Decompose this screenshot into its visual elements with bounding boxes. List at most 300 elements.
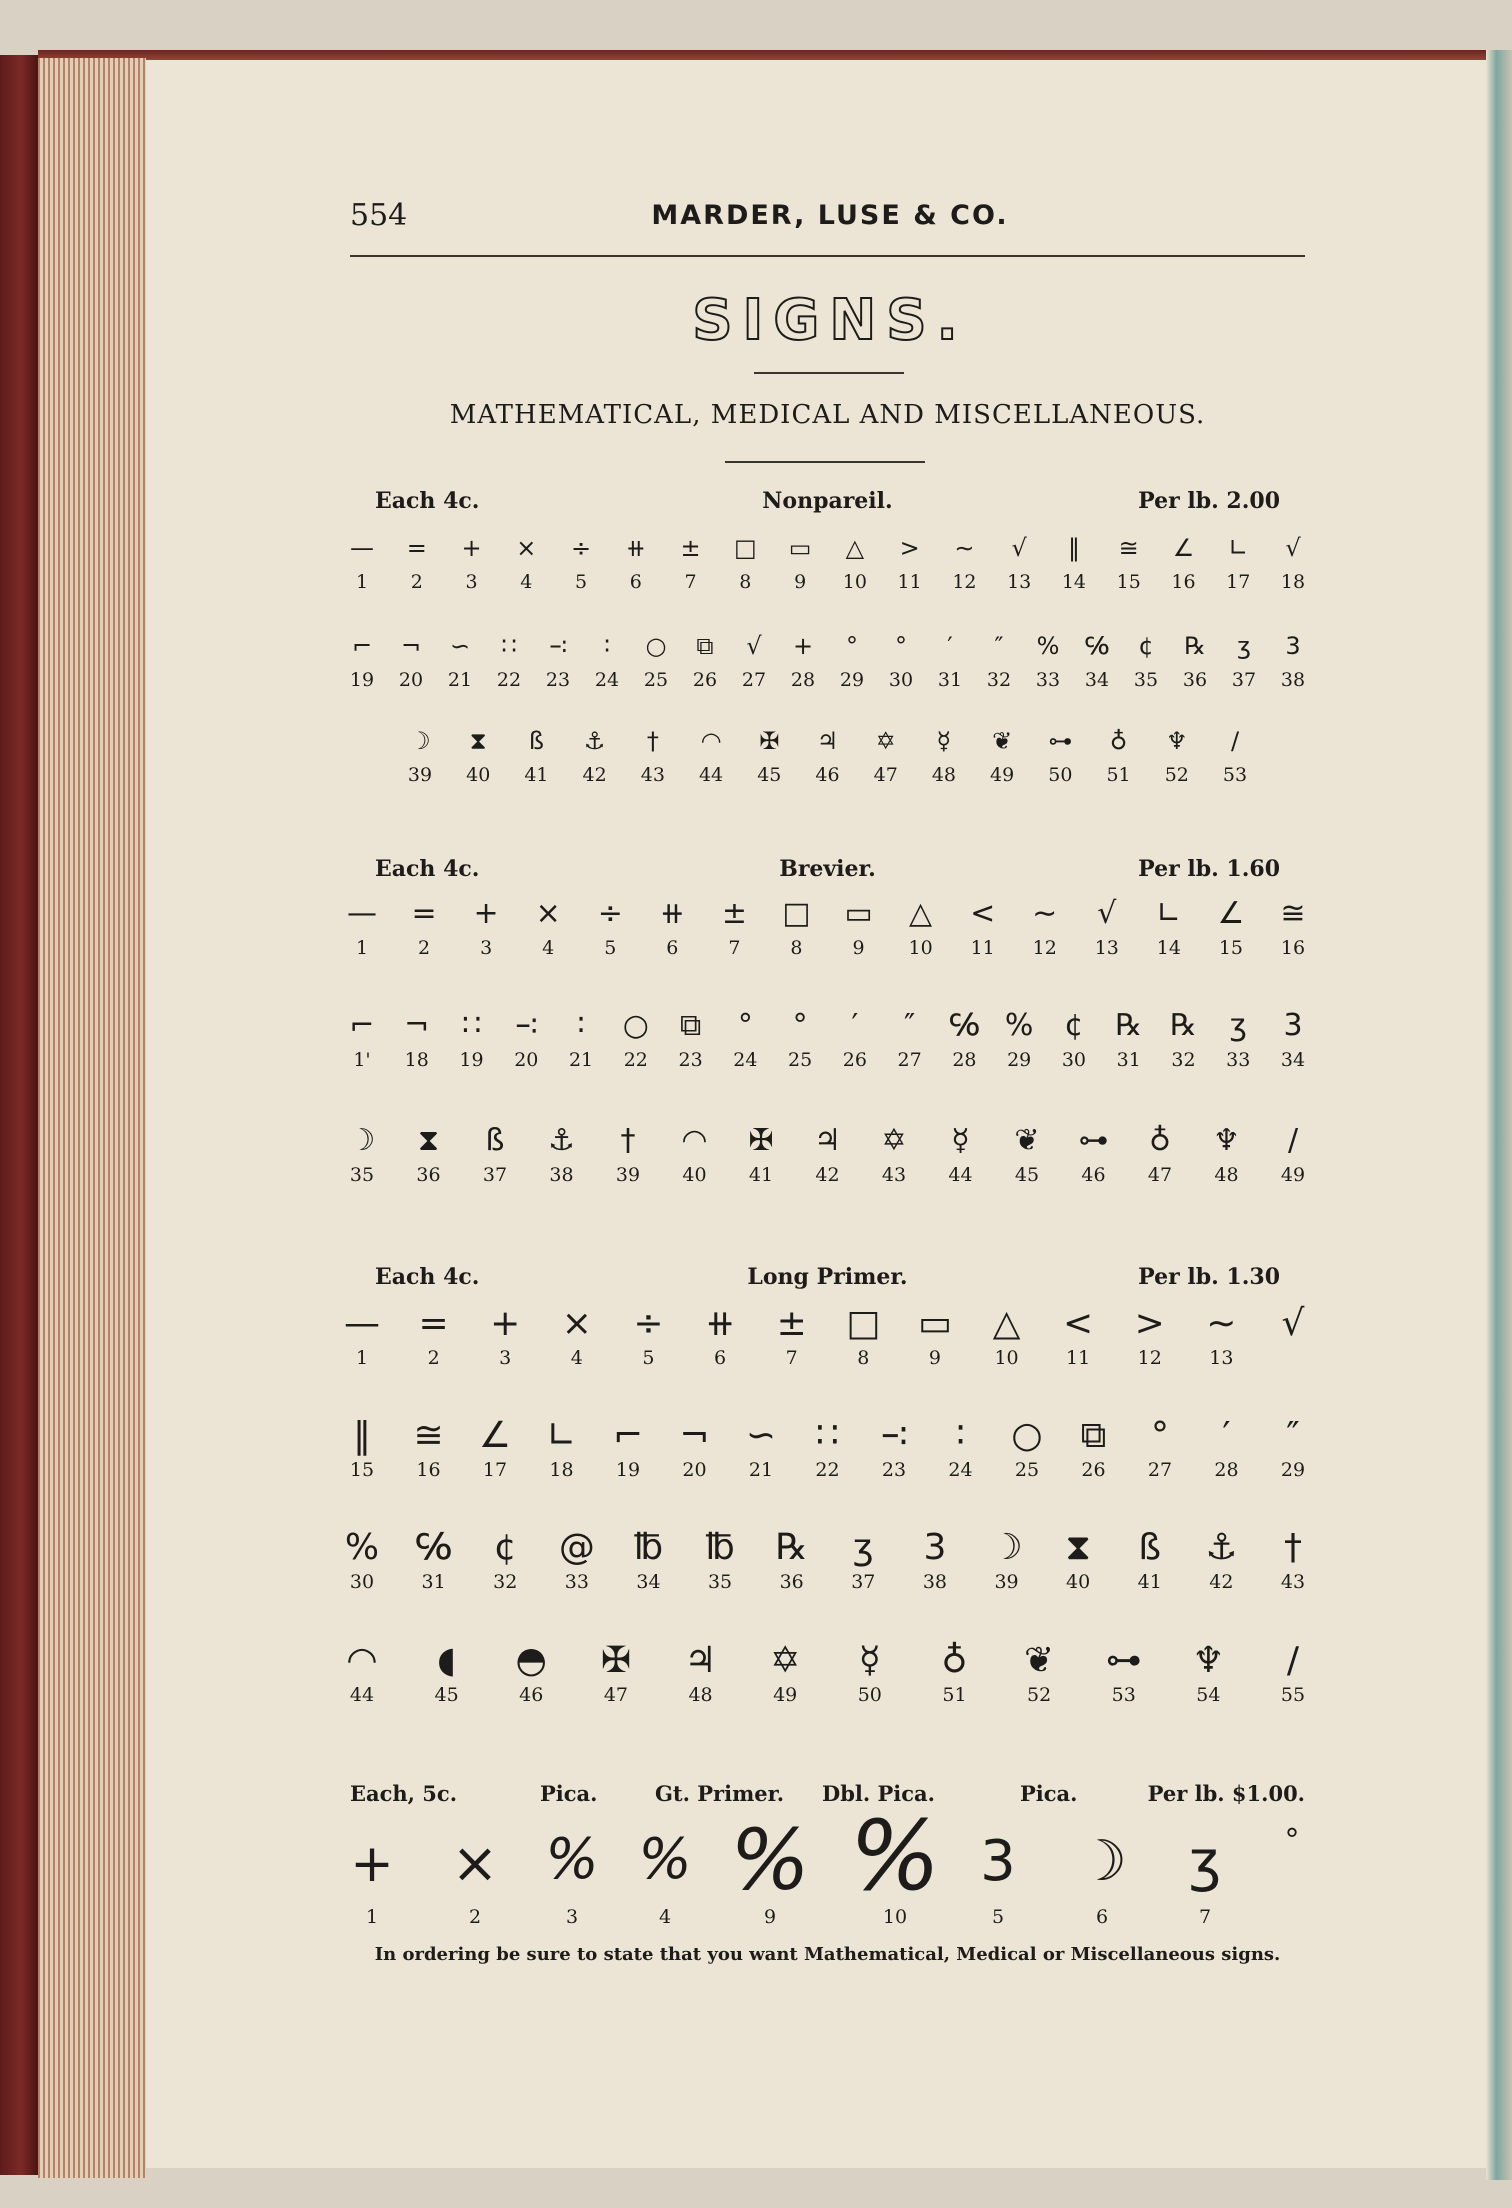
final-sign-number: 1 <box>365 1906 379 1928</box>
sign-number: 22 <box>496 669 522 691</box>
sign-cell <box>833 1527 893 1593</box>
sign-cell <box>715 1005 775 1071</box>
sign-number: 30 <box>888 669 914 691</box>
sign-glyph: ♃ <box>816 727 839 755</box>
sign-glyph: △ <box>992 1303 1021 1344</box>
sign-number: 27 <box>1147 1459 1173 1481</box>
sign-glyph: ∶ <box>955 1415 966 1456</box>
sign-number: 30 <box>349 1571 375 1593</box>
sign-glyph: ♃ <box>684 1640 717 1681</box>
sign-number: 41 <box>748 1164 774 1186</box>
final-sign-glyph: ☽ <box>1076 1829 1128 1894</box>
book-right-edge <box>1486 50 1512 2180</box>
sign-cell <box>1094 1640 1154 1706</box>
sign-cell <box>547 1527 607 1593</box>
sign-cell <box>731 1120 791 1186</box>
sign-glyph: ⊶ <box>1105 1640 1142 1681</box>
sign-cell <box>532 1120 592 1186</box>
sign-number: 3 <box>480 937 493 959</box>
sign-glyph: 3 <box>1285 632 1301 660</box>
final-head-each: Each, 5c. <box>350 1781 457 1806</box>
sign-number: 12 <box>1137 1347 1162 1369</box>
sign-cell <box>586 1640 646 1706</box>
sign-number: 11 <box>1066 1347 1091 1369</box>
sign-glyph: ″ <box>994 632 1004 660</box>
sign-glyph: ⊶ <box>1048 727 1073 755</box>
sign-number: 16 <box>1171 571 1196 593</box>
sign-glyph: × <box>535 896 561 931</box>
sign-cell <box>1030 720 1090 786</box>
sign-glyph: ≅ <box>1118 534 1139 562</box>
sign-cell <box>465 1120 525 1186</box>
sign-number: 22 <box>815 1459 840 1481</box>
sign-cell <box>518 893 578 959</box>
section-type-size: Long Primer. <box>747 1264 908 1290</box>
sign-cell <box>762 1303 822 1369</box>
sign-number: 1' <box>353 1049 371 1071</box>
sign-glyph: √ <box>1097 896 1117 931</box>
sign-glyph: ¬ <box>679 1415 710 1456</box>
sign-cell <box>690 1303 750 1369</box>
sign-number: 15 <box>349 1459 375 1481</box>
sign-number: 31 <box>421 1571 446 1593</box>
sign-number: 37 <box>1231 669 1257 691</box>
sign-cell <box>387 1005 447 1071</box>
sign-glyph: ∶ <box>577 1008 585 1043</box>
sign-cell <box>390 720 450 786</box>
sign-glyph: ¢ <box>1064 1008 1084 1043</box>
sign-number: 6 <box>629 571 642 593</box>
sign-cell <box>442 527 502 593</box>
sign-glyph: √ <box>1011 534 1027 562</box>
sign-glyph: ✠ <box>759 727 780 755</box>
sign-glyph: ° <box>1151 1415 1169 1456</box>
sign-glyph: ○ <box>645 632 667 660</box>
sign-cell <box>506 720 566 786</box>
final-section-header <box>350 1781 1305 1811</box>
sign-cell <box>1120 1527 1180 1593</box>
sign-cell <box>399 1120 459 1186</box>
sign-cell <box>840 1640 900 1706</box>
sign-number: 49 <box>1280 1164 1306 1186</box>
final-sign-glyph: % <box>545 1827 599 1892</box>
sign-cell <box>442 1005 502 1071</box>
sign-cell <box>1009 1640 1069 1706</box>
sign-glyph: ∹ <box>513 1008 539 1043</box>
sign-number: 50 <box>857 1684 882 1706</box>
sign-glyph: ⧗ <box>1065 1527 1091 1568</box>
sign-cell <box>798 1415 858 1481</box>
sign-cell <box>606 527 666 593</box>
sign-number: 38 <box>922 1571 948 1593</box>
sign-cell <box>1178 1640 1238 1706</box>
sign-glyph: ⧗ <box>417 1123 440 1158</box>
sign-number: 41 <box>1137 1571 1162 1593</box>
sign-number: 29 <box>1007 1049 1032 1071</box>
sign-cell <box>977 1527 1037 1593</box>
sign-number: 34 <box>636 1571 661 1593</box>
final-sign-number: 10 <box>882 1906 908 1928</box>
sign-glyph: ♁ <box>941 1640 968 1681</box>
sign-cell <box>1191 1303 1251 1369</box>
sign-glyph: × <box>516 534 537 562</box>
section-type-size: Nonpareil. <box>762 488 893 514</box>
sign-cell <box>1064 1120 1124 1186</box>
sign-cell <box>661 1005 721 1071</box>
sign-glyph: / <box>1230 727 1240 755</box>
final-head-dbl-pica: Dbl. Pica. <box>822 1781 935 1806</box>
sign-number: 6 <box>714 1347 727 1369</box>
sign-number: 7 <box>684 571 697 593</box>
sign-number: 44 <box>349 1684 375 1706</box>
sign-cell <box>825 527 885 593</box>
sign-glyph: ◠ <box>700 727 722 755</box>
sign-cell <box>1130 1120 1190 1186</box>
sign-number: 27 <box>897 1049 922 1071</box>
sign-number: 26 <box>842 1049 867 1071</box>
sign-number: 12 <box>1032 937 1057 959</box>
sign-glyph: ß <box>528 727 544 755</box>
sign-glyph: > <box>1134 1303 1165 1344</box>
final-sign-glyph: ʒ <box>1188 1829 1222 1894</box>
sign-cell <box>1048 1303 1108 1369</box>
sign-cell <box>532 1415 592 1481</box>
sign-glyph: ♁ <box>1149 1123 1171 1158</box>
sign-number: 14 <box>1156 937 1181 959</box>
sign-glyph: ° <box>792 1008 808 1043</box>
sign-glyph: ∷ <box>461 1008 482 1043</box>
sign-glyph: ✠ <box>600 1640 631 1681</box>
sign-cell <box>798 1120 858 1186</box>
sign-cell <box>623 720 683 786</box>
sign-cell <box>417 1640 477 1706</box>
sign-cell <box>1044 1005 1104 1071</box>
sign-glyph: ¢ <box>493 1527 517 1568</box>
sign-glyph: × <box>561 1303 592 1344</box>
sign-cell <box>931 1415 991 1481</box>
sign-cell <box>598 1120 658 1186</box>
sign-cell <box>404 1527 464 1593</box>
sign-glyph: ℅ <box>1084 632 1110 660</box>
sign-cell <box>905 1303 965 1369</box>
sign-number: 52 <box>1026 1684 1052 1706</box>
sign-number: 18 <box>1280 571 1306 593</box>
sign-glyph: ∼ <box>1206 1303 1237 1344</box>
book-spine <box>0 55 38 2175</box>
sign-cell <box>332 1005 392 1071</box>
sign-cell <box>1191 1527 1251 1593</box>
sign-glyph: + <box>792 632 814 660</box>
sign-glyph: 3 <box>1283 1008 1303 1043</box>
sign-number: 45 <box>757 764 782 786</box>
sign-cell <box>1197 1415 1257 1481</box>
sign-glyph: ℔ <box>705 1527 735 1568</box>
sign-cell <box>1205 720 1265 786</box>
sign-number: 2 <box>427 1347 440 1369</box>
sign-glyph: ◠ <box>681 1123 708 1158</box>
sign-number: 35 <box>707 1571 733 1593</box>
sign-glyph: √ <box>1285 534 1301 562</box>
sign-number: 27 <box>741 669 767 691</box>
sign-glyph: / <box>1287 1123 1299 1158</box>
sign-number: 54 <box>1196 1684 1221 1706</box>
sign-cell <box>880 1005 940 1071</box>
sign-glyph: ♆ <box>1192 1640 1225 1681</box>
running-head: MARDER, LUSE & CO. <box>651 200 1009 231</box>
sign-number: 1 <box>355 937 369 959</box>
sign-cell <box>332 1303 392 1369</box>
sign-number: 42 <box>1209 1571 1234 1593</box>
section-price-each: Each 4c. <box>375 488 480 514</box>
sign-number: 35 <box>1133 669 1159 691</box>
final-sign-number: 2 <box>468 1906 482 1928</box>
sign-cell <box>972 720 1032 786</box>
page-edges <box>38 58 146 2178</box>
sign-glyph: △ <box>909 896 933 931</box>
sign-glyph: ¢ <box>1138 632 1154 660</box>
sign-number: 53 <box>1111 1684 1136 1706</box>
sign-cell <box>1120 1303 1180 1369</box>
sign-glyph: ▭ <box>917 1303 952 1344</box>
sign-glyph: ❦ <box>1014 1123 1040 1158</box>
sign-cell <box>864 1120 924 1186</box>
sign-number: 51 <box>942 1684 967 1706</box>
sign-glyph: ß <box>485 1123 505 1158</box>
sign-number: 13 <box>1007 571 1032 593</box>
sign-number: 19 <box>459 1049 484 1071</box>
sign-number: 24 <box>733 1049 758 1071</box>
sign-glyph: † <box>646 727 659 755</box>
sign-glyph: ♆ <box>1213 1123 1240 1158</box>
sign-number: 35 <box>349 1164 375 1186</box>
sign-glyph: ‖ <box>353 1415 371 1456</box>
sign-glyph: ÷ <box>633 1303 664 1344</box>
sign-number: 30 <box>1061 1049 1087 1071</box>
sign-number: 26 <box>692 669 718 691</box>
sign-number: 33 <box>1226 1049 1251 1071</box>
sign-glyph: ≅ <box>1280 896 1306 931</box>
title-rule <box>754 372 904 374</box>
final-sign-number: 7 <box>1198 1906 1212 1928</box>
sign-number: 44 <box>698 764 724 786</box>
sign-glyph: — <box>344 1303 380 1344</box>
sign-glyph: ′ <box>851 1008 859 1043</box>
sign-number: 17 <box>1226 571 1251 593</box>
sign-cell <box>1048 1527 1108 1593</box>
sign-cell <box>1099 1005 1159 1071</box>
sign-number: 53 <box>1222 764 1248 786</box>
sign-cell <box>934 527 994 593</box>
sign-cell <box>1089 720 1149 786</box>
sign-cell <box>332 1527 392 1593</box>
sign-glyph: ✡ <box>770 1640 801 1681</box>
sign-number: 19 <box>349 669 375 691</box>
sign-glyph: ⚓ <box>548 1123 575 1158</box>
sign-cell <box>475 1303 535 1369</box>
sign-glyph: ∠ <box>478 1415 512 1456</box>
sign-number: 13 <box>1094 937 1119 959</box>
final-sign-glyph: 3 <box>980 1829 1016 1894</box>
sign-glyph: + <box>490 1303 521 1344</box>
sign-number: 2 <box>418 937 431 959</box>
sign-cell <box>1197 1120 1257 1186</box>
sign-glyph: ± <box>776 1303 807 1344</box>
sign-number: 28 <box>952 1049 977 1071</box>
sign-cell <box>501 1640 561 1706</box>
sign-number: 49 <box>773 1684 798 1706</box>
sign-glyph: ¬ <box>404 1008 430 1043</box>
sign-glyph: ⚓ <box>1205 1527 1238 1568</box>
sign-cell <box>1130 1415 1190 1481</box>
sign-glyph: ″ <box>904 1008 916 1043</box>
sign-glyph: ∹ <box>547 632 569 660</box>
sign-glyph: ▭ <box>844 896 873 931</box>
sign-glyph: △ <box>845 534 865 562</box>
final-sign-glyph: % <box>849 1800 941 1912</box>
sign-cell <box>618 1527 678 1593</box>
sign-number: 23 <box>545 669 571 691</box>
sign-cell <box>770 527 830 593</box>
sign-cell <box>731 1415 791 1481</box>
sign-cell <box>1064 1415 1124 1481</box>
sign-number: 44 <box>948 1164 973 1186</box>
sign-glyph: — <box>350 534 374 562</box>
sign-glyph: ♆ <box>1166 727 1188 755</box>
sign-glyph: ¬ <box>400 632 422 660</box>
sign-cell <box>704 893 764 959</box>
sign-cell <box>914 720 974 786</box>
sign-glyph: = <box>411 896 437 931</box>
sign-glyph: @ <box>558 1527 595 1568</box>
subtitle-rule <box>725 461 925 463</box>
sign-cell <box>661 527 721 593</box>
sign-number: 3 <box>465 571 478 593</box>
header-rule <box>350 255 1305 257</box>
sign-number: 15 <box>1218 937 1244 959</box>
sign-cell <box>551 527 611 593</box>
section-price-lb: Per lb. 1.60 <box>1138 856 1280 882</box>
sign-number: 40 <box>1066 1571 1091 1593</box>
sign-glyph: ◓ <box>515 1640 547 1681</box>
sign-number: 11 <box>970 937 995 959</box>
sign-cell <box>739 720 799 786</box>
sign-number: 34 <box>1084 669 1110 691</box>
sign-number: 55 <box>1280 1684 1306 1706</box>
sign-glyph: ʒ <box>1237 632 1251 660</box>
sign-glyph: ❦ <box>992 727 1013 755</box>
sign-number: 11 <box>897 571 922 593</box>
sign-number: 1 <box>355 1347 369 1369</box>
sign-number: 24 <box>594 669 620 691</box>
sign-number: 39 <box>615 1164 641 1186</box>
sign-glyph: ∹ <box>878 1415 910 1456</box>
sign-glyph: □ <box>846 1303 881 1344</box>
sign-cell <box>665 1120 725 1186</box>
sign-number: 23 <box>881 1459 907 1481</box>
sign-cell <box>1263 1005 1323 1071</box>
sign-glyph: ⊶ <box>1078 1123 1109 1158</box>
sign-cell <box>997 1415 1057 1481</box>
sign-glyph: ℞ <box>775 1527 808 1568</box>
sign-cell <box>671 1640 731 1706</box>
sign-glyph: ‖ <box>1067 534 1080 562</box>
sign-glyph: ∼ <box>1032 896 1058 931</box>
sign-cell <box>1208 527 1268 593</box>
sign-cell <box>989 527 1049 593</box>
sign-cell <box>448 720 508 786</box>
sign-cell <box>399 1415 459 1481</box>
sign-glyph: ∟ <box>1228 534 1249 562</box>
final-head-pica: Pica. <box>540 1781 598 1806</box>
sign-glyph: ∷ <box>816 1415 839 1456</box>
sign-glyph: ∠ <box>1172 534 1195 562</box>
sign-number: 45 <box>1014 1164 1040 1186</box>
sign-glyph: ʒ <box>852 1527 874 1568</box>
sign-number: 18 <box>549 1459 574 1481</box>
sign-number: 21 <box>447 669 473 691</box>
sign-glyph: ∟ <box>546 1415 577 1456</box>
sign-cell <box>931 1120 991 1186</box>
sign-number: 47 <box>1147 1164 1173 1186</box>
sign-glyph: % <box>1004 1008 1034 1043</box>
sign-number: 3 <box>499 1347 512 1369</box>
sign-cell <box>1263 1415 1323 1481</box>
sign-cell <box>681 720 741 786</box>
sign-cell <box>1208 1005 1268 1071</box>
sign-glyph: > <box>899 534 920 562</box>
sign-cell <box>766 893 826 959</box>
sign-number: 51 <box>1106 764 1131 786</box>
sign-number: 9 <box>852 937 865 959</box>
sign-cell <box>1263 1640 1323 1706</box>
sign-number: 40 <box>682 1164 707 1186</box>
sign-glyph: ℅ <box>415 1527 452 1568</box>
sign-number: 39 <box>407 764 433 786</box>
sign-glyph: ° <box>846 632 858 660</box>
section-header-nonpareil <box>350 488 1305 518</box>
sign-number: 42 <box>582 764 607 786</box>
sign-cell <box>456 893 516 959</box>
sign-cell <box>1201 893 1261 959</box>
sign-cell <box>762 1527 822 1593</box>
sign-glyph: ☽ <box>990 1527 1023 1568</box>
section-type-size: Brevier. <box>779 856 876 882</box>
sign-cell <box>690 1527 750 1593</box>
sign-glyph: † <box>620 1123 636 1158</box>
sign-cell <box>496 1005 556 1071</box>
sign-glyph: ℞ <box>1170 1008 1197 1043</box>
sign-glyph: ⚓ <box>583 727 606 755</box>
sign-number: 48 <box>931 764 957 786</box>
sign-glyph: ⌐ <box>351 632 373 660</box>
sign-glyph: ° <box>737 1008 753 1043</box>
sign-number: 33 <box>564 1571 589 1593</box>
sign-number: 31 <box>1116 1049 1141 1071</box>
sign-number: 29 <box>839 669 865 691</box>
sign-cell <box>332 527 392 593</box>
sign-number: 6 <box>666 937 679 959</box>
sign-cell <box>394 893 454 959</box>
final-head-gt-primer: Gt. Primer. <box>655 1781 785 1806</box>
sign-glyph: ∽ <box>449 632 471 660</box>
sign-number: 32 <box>986 669 1012 691</box>
sign-number: 4 <box>520 571 533 593</box>
sign-number: 8 <box>739 571 752 593</box>
ordering-footnote: In ordering be sure to state that you want Mathematical, Medical or Miscellaneous signs. <box>374 1944 1281 1965</box>
sign-number: 45 <box>434 1684 459 1706</box>
sign-number: 25 <box>1014 1459 1040 1481</box>
sign-cell <box>475 1527 535 1593</box>
